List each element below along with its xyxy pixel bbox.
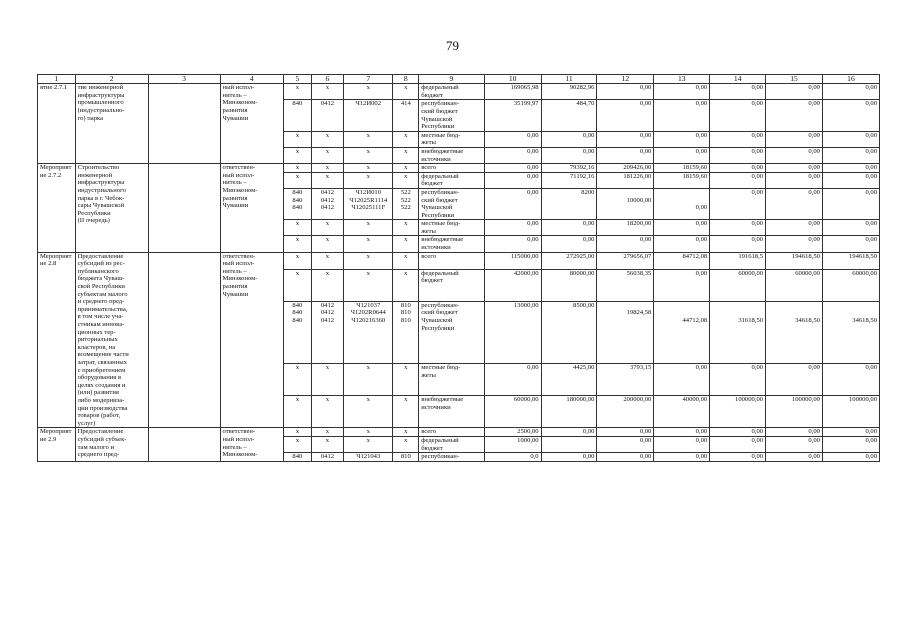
section-code-cell: x [311,147,343,163]
section-code-cell: x [311,84,343,100]
amount-cell: 0,00 [710,164,766,173]
amount-cell: 0,00 [654,131,710,147]
amount-cell: 90282,96 [541,84,597,100]
amount-cell: 0,00 [597,147,654,163]
section-code-cell: x [311,236,343,252]
amount-cell: 0,00 [710,131,766,147]
amount-cell: 18200,00 [597,220,654,236]
responsible-cell: ный испол- нитель – Минэконом- развития Чувашии [220,84,283,164]
amount-cell: 3793,15 [597,364,654,396]
expense-type-cell: 810 [393,453,419,462]
amount-cell: 115000,00 [484,252,541,269]
amount-cell: 71192,16 [541,172,597,188]
amount-cell: 0,00 [822,147,879,163]
grbs-code-cell: x [283,220,311,236]
amount-cell: 0,00 [710,453,766,462]
funding-source-cell: внебюджетные источники [419,396,485,428]
amount-cell: 0,00 [766,364,823,396]
amount-cell: 0,00 [822,84,879,100]
amount-cell: 79392,16 [541,164,597,173]
col-header: 11 [541,75,597,84]
amount-cell: 0,00 [710,84,766,100]
amount-cell: 0,00 [484,236,541,252]
expense-type-cell: x [393,236,419,252]
activity-name-cell: Строительство инженерной инфраструктуры индустриального парка в г. Чебок- сары Чувашской Республики (II очередь) [75,164,148,253]
grbs-code-cell: x [283,164,311,173]
col-header: 15 [766,75,823,84]
target-article-cell: x [344,172,393,188]
amount-cell: 44712,08 [654,301,710,363]
amount-cell: 0,00 [822,164,879,173]
col-header: 2 [75,75,148,84]
funding-source-cell: республикан- ский бюджет Чувашской Республики [419,100,485,131]
grbs-code-cell: x [283,131,311,147]
target-article-cell: x [344,428,393,437]
amount-cell: 0,00 [766,428,823,437]
grbs-code-cell: x [283,436,311,452]
amount-cell: 0,00 [710,100,766,131]
expense-type-cell: x [393,428,419,437]
amount-cell: 0,00 [654,147,710,163]
amount-cell: 60000,00 [710,269,766,301]
grbs-code-cell: x [283,396,311,428]
amount-cell: 8500,00 [541,301,597,363]
section-code-cell: 0412 [311,100,343,131]
section-code-cell: x [311,252,343,269]
funding-source-cell: местные бюд- жеты [419,131,485,147]
expense-type-cell: x [393,172,419,188]
funding-source-cell: внебюджетные источники [419,236,485,252]
amount-cell: 0,00 [766,172,823,188]
expense-type-cell: x [393,84,419,100]
amount-cell: 42000,00 [484,269,541,301]
amount-cell: 0,00 [654,428,710,437]
grbs-code-cell: 840 840 840 [283,301,311,363]
col-header: 12 [597,75,654,84]
activity-code-cell: Мероприятие 2.8 [38,252,76,428]
amount-cell: 35199,97 [484,100,541,131]
funding-source-cell: республикан- ский бюджет Чувашской Республики [419,188,485,219]
amount-cell: 100000,00 [710,396,766,428]
amount-cell: 0,00 [766,436,823,452]
amount-cell: 2500,00 [484,428,541,437]
funding-source-cell: федеральный бюджет [419,84,485,100]
funding-source-cell: внебюджетные источники [419,147,485,163]
amount-cell: 1000,00 [484,436,541,452]
amount-cell: 34618,50 [766,301,823,363]
grbs-code-cell: 840 [283,100,311,131]
table-row [38,84,880,100]
col-header: 5 [283,75,311,84]
col-header: 1 [38,75,76,84]
amount-cell: 200000,00 [597,396,654,428]
target-article-cell: Ч121043 [344,453,393,462]
amount-cell: 0,00 [710,188,766,219]
responsible-cell: ответствен- ный испол- нитель – Минэконом- развития Чувашии [220,164,283,253]
grbs-code-cell: x [283,364,311,396]
col-header: 16 [822,75,879,84]
amount-cell: 0,00 [822,436,879,452]
target-article-cell: x [344,269,393,301]
amount-cell: 84712,08 [654,252,710,269]
funding-source-cell: федеральный бюджет [419,269,485,301]
target-article-cell: x [344,252,393,269]
empty-cell [148,84,220,164]
amount-cell: 60000,00 [766,269,823,301]
grbs-code-cell: x [283,428,311,437]
amount-cell: 0,00 [541,131,597,147]
funding-source-cell: всего [419,428,485,437]
target-article-cell: x [344,236,393,252]
amount-cell: 0,00 [597,236,654,252]
amount-cell: 0,00 [710,436,766,452]
amount-cell: 0,00 [822,364,879,396]
table-row [38,428,880,437]
col-header: 4 [220,75,283,84]
section-code-cell: 0412 0412 0412 [311,301,343,363]
amount-cell: 56038,35 [597,269,654,301]
table-row [38,164,880,173]
responsible-cell: ответствен- ный испол- нитель – Минэконом- [220,428,283,461]
grbs-code-cell: 840 840 840 [283,188,311,219]
amount-cell: 169065,98 [484,84,541,100]
amount-cell: 0,00 [822,188,879,219]
amount-cell: 484,70 [541,100,597,131]
amount-cell: 0,00 [710,147,766,163]
expense-type-cell: x [393,396,419,428]
amount-cell: 0,00 [541,147,597,163]
target-article-cell: x [344,131,393,147]
amount-cell: 0,00 [597,428,654,437]
amount-cell: 0,00 [484,164,541,173]
col-header: 6 [311,75,343,84]
funding-source-cell: всего [419,252,485,269]
amount-cell: 0,00 [654,220,710,236]
target-article-cell: x [344,364,393,396]
target-article-cell: Ч121037 Ч1202R0644 Ч120216360 [344,301,393,363]
responsible-cell: ответствен- ный испол- нитель – Минэконом- развития Чувашии [220,252,283,428]
col-header: 7 [344,75,393,84]
expense-type-cell: x [393,436,419,452]
target-article-cell: x [344,164,393,173]
amount-cell: 209426,00 [597,164,654,173]
amount-cell: 18159,60 [654,164,710,173]
amount-cell: 0,00 [484,147,541,163]
amount-cell: 0,00 [766,164,823,173]
amount-cell: 194618,50 [766,252,823,269]
amount-cell: 0,00 [766,453,823,462]
amount-cell: 60000,00 [822,269,879,301]
col-header: 14 [710,75,766,84]
amount-cell: 100000,00 [822,396,879,428]
section-code-cell: 0412 0412 0412 [311,188,343,219]
amount-cell: 194618,50 [822,252,879,269]
amount-cell: 60000,00 [484,396,541,428]
grbs-code-cell: x [283,236,311,252]
amount-cell: 0,00 [484,188,541,219]
amount-cell: 0,00 [766,131,823,147]
amount-cell: 0,00 [710,428,766,437]
section-code-cell: x [311,220,343,236]
amount-cell: 0,00 [484,172,541,188]
table-row [38,252,880,269]
amount-cell: 279656,07 [597,252,654,269]
amount-cell: 0,00 [654,188,710,219]
target-article-cell: x [344,220,393,236]
expense-type-cell: 810 810 810 [393,301,419,363]
amount-cell: 19824,58 [597,301,654,363]
grbs-code-cell: x [283,172,311,188]
funding-source-cell: федеральный бюджет [419,436,485,452]
amount-cell: 0,00 [822,220,879,236]
header-row [38,75,880,84]
amount-cell: 0,00 [822,172,879,188]
amount-cell: 0,00 [822,236,879,252]
amount-cell: 0,00 [710,236,766,252]
target-article-cell: Ч12И002 [344,100,393,131]
amount-cell: 0,00 [484,220,541,236]
amount-cell: 0,00 [710,220,766,236]
amount-cell: 0,00 [654,436,710,452]
page-number: 79 [446,38,459,53]
grbs-code-cell: x [283,252,311,269]
amount-cell: 0,00 [822,100,879,131]
amount-cell: 0,00 [822,428,879,437]
amount-cell: 0,00 [654,364,710,396]
section-code-cell: x [311,436,343,452]
section-code-cell: x [311,364,343,396]
amount-cell: 31618,50 [710,301,766,363]
amount-cell: 0,00 [541,220,597,236]
expense-type-cell: 522 522 522 [393,188,419,219]
amount-cell: 0,00 [597,100,654,131]
activity-name-cell: Предоставление субсидий субъек- там малого и среднего пред- [75,428,148,461]
amount-cell: 0,00 [597,131,654,147]
amount-cell: 0,00 [654,84,710,100]
amount-cell: 0,00 [822,131,879,147]
amount-cell: 34618,50 [822,301,879,363]
amount-cell: 0,00 [766,100,823,131]
expense-type-cell: x [393,252,419,269]
section-code-cell: x [311,269,343,301]
section-code-cell: x [311,396,343,428]
col-header: 8 [393,75,419,84]
target-article-cell: x [344,396,393,428]
funding-source-cell: местные бюд- жеты [419,364,485,396]
amount-cell: 10000,00 [597,188,654,219]
section-code-cell: x [311,428,343,437]
amount-cell: 0,00 [484,131,541,147]
amount-cell: 0,00 [541,236,597,252]
amount-cell: 0,00 [766,188,823,219]
amount-cell: 272925,00 [541,252,597,269]
expense-type-cell: 414 [393,100,419,131]
target-article-cell: x [344,436,393,452]
section-code-cell: x [311,131,343,147]
amount-cell: 0,00 [710,364,766,396]
empty-cell [148,164,220,253]
target-article-cell: x [344,84,393,100]
expense-type-cell: x [393,269,419,301]
amount-cell: 0,00 [541,428,597,437]
amount-cell: 0,00 [654,100,710,131]
amount-cell [541,436,597,452]
grbs-code-cell: x [283,147,311,163]
grbs-code-cell: 840 [283,453,311,462]
amount-cell: 0,00 [766,84,823,100]
amount-cell: 0,00 [541,453,597,462]
expense-type-cell: x [393,147,419,163]
amount-cell: 191618,5 [710,252,766,269]
amount-cell: 13000,00 [484,301,541,363]
amount-cell: 8200 [541,188,597,219]
amount-cell: 80000,00 [541,269,597,301]
section-code-cell: x [311,172,343,188]
funding-source-cell: республикан- ский бюджет Чувашской Республики [419,301,485,363]
amount-cell: 18159,60 [654,172,710,188]
amount-cell: 0,00 [597,84,654,100]
amount-cell: 100000,00 [766,396,823,428]
activity-name-cell: тие инженерной инфраструктуры промышленного (индустриально- го) парка [75,84,148,164]
funding-source-cell: федеральный бюджет [419,172,485,188]
section-code-cell: x [311,164,343,173]
target-article-cell: x [344,147,393,163]
activity-code-cell: Мероприятие 2.9 [38,428,76,461]
amount-cell: 0,00 [654,453,710,462]
col-header: 13 [654,75,710,84]
target-article-cell: Ч12И010 Ч12025R1114 Ч12025111F [344,188,393,219]
amount-cell: 181226,00 [597,172,654,188]
expense-type-cell: x [393,220,419,236]
activity-code-cell: ятие 2.7.1 [38,84,76,164]
budget-table [37,74,880,462]
amount-cell: 0,00 [654,236,710,252]
amount-cell: 40000,00 [654,396,710,428]
amount-cell: 0,00 [597,436,654,452]
amount-cell: 0,00 [710,172,766,188]
amount-cell: 0,00 [766,147,823,163]
col-header: 10 [484,75,541,84]
grbs-code-cell: x [283,269,311,301]
col-header: 3 [148,75,220,84]
amount-cell: 0,00 [766,220,823,236]
amount-cell: 0,00 [654,269,710,301]
funding-source-cell: всего [419,164,485,173]
funding-source-cell: местные бюд- жеты [419,220,485,236]
amount-cell: 4425,00 [541,364,597,396]
expense-type-cell: x [393,364,419,396]
empty-cell [148,252,220,428]
col-header: 9 [419,75,485,84]
expense-type-cell: x [393,131,419,147]
activity-name-cell: Предоставление субсидий из рес- публиканского бюджета Чуваш- ской Республики субъектам малого и среднего пред- принимательства, в том числе уча- стникам иннова- ционных тер- риториальных кластеров, на возмещение части затрат, связанных с приобретением оборудования в целях создания и (или) развития либо модерниза- ции производства товаров (работ, услуг) [75,252,148,428]
amount-cell: 180000,00 [541,396,597,428]
section-code-cell: 0412 [311,453,343,462]
funding-source-cell: республикан- [419,453,485,462]
grbs-code-cell: x [283,84,311,100]
amount-cell: 0,00 [484,364,541,396]
amount-cell: 0,0 [484,453,541,462]
amount-cell: 0,00 [597,453,654,462]
expense-type-cell: x [393,164,419,173]
amount-cell: 0,00 [766,236,823,252]
amount-cell: 0,00 [822,453,879,462]
activity-code-cell: Мероприятие 2.7.2 [38,164,76,253]
empty-cell [148,428,220,461]
